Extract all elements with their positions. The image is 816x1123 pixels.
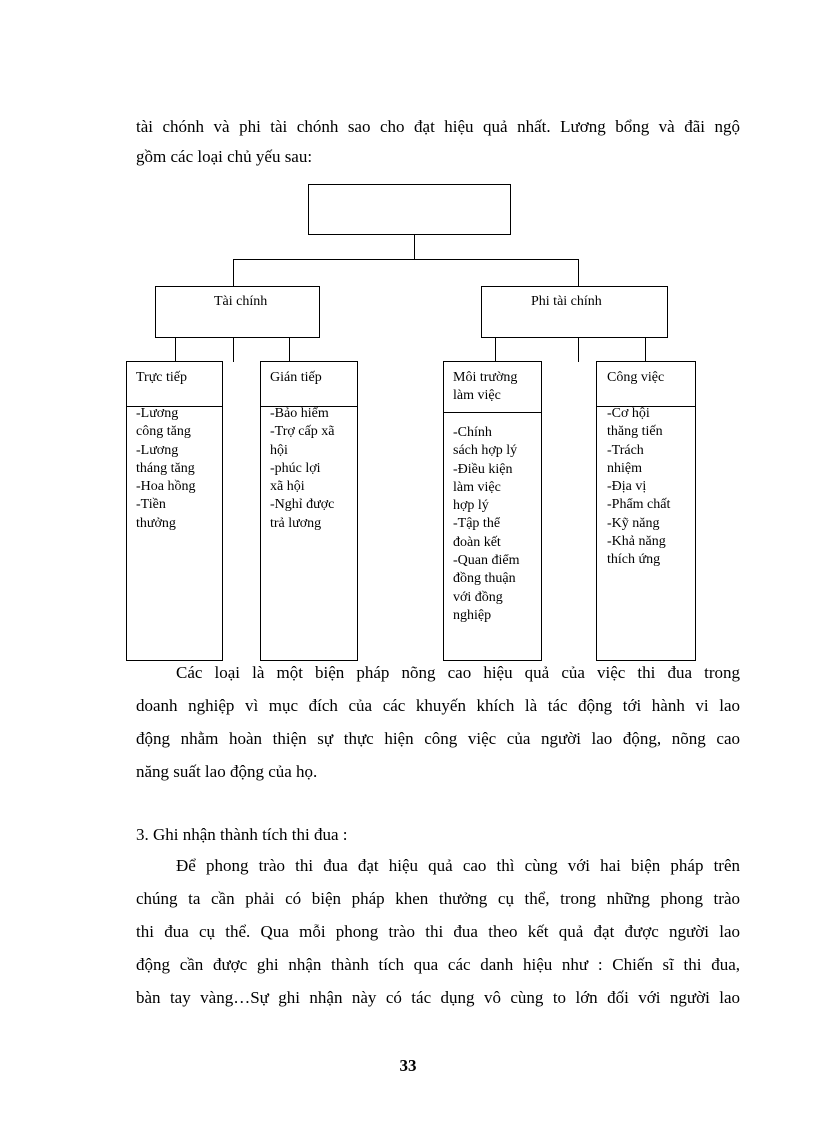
- list-item: hợp lý: [453, 498, 489, 514]
- leaf-box-direct: [126, 361, 223, 661]
- connector-horizontal: [233, 259, 579, 260]
- leaf-divider-environment: [444, 412, 541, 413]
- list-item: với đồng: [453, 589, 503, 605]
- leaf-title-work: Công việc: [607, 370, 665, 385]
- root-box: [308, 184, 511, 235]
- paragraph-line: động cần được ghi nhận thành tích qua các danh hiệu như : Chiến sĩ thi đua,: [136, 955, 740, 974]
- branch-box-financial: [155, 286, 320, 338]
- list-item: -phúc lợi: [270, 460, 321, 476]
- connector-to-work: [645, 338, 646, 362]
- list-item: -Phẩm chất: [607, 497, 671, 513]
- list-item: làm việc: [453, 479, 501, 495]
- branch-label-financial: Tài chính: [214, 294, 268, 309]
- list-item: -Tập thể: [453, 516, 501, 532]
- leaf-box-environment: [443, 361, 542, 661]
- leaf-title-indirect: Gián tiếp: [270, 370, 322, 385]
- connector-to-indirect: [289, 338, 290, 362]
- leaf-items-environment: [453, 424, 519, 625]
- connector-right-down: [578, 259, 579, 287]
- list-item: -Địa vị: [607, 479, 647, 495]
- list-item: -Chính: [453, 425, 492, 440]
- list-item: -Trách: [607, 442, 644, 458]
- list-item: xã hội: [270, 479, 305, 495]
- leaf-box-work: [596, 361, 696, 661]
- list-item: -Quan điểm: [453, 553, 520, 569]
- list-item: -Lương: [136, 406, 179, 421]
- paragraph-line: chúng ta cần phải có biện pháp khen thưởng cụ thể, trong những phong trào: [136, 889, 740, 908]
- section-heading: 3. Ghi nhận thành tích thi đua :: [136, 825, 348, 844]
- paragraph-line: Để phong trào thi đua đạt hiệu quả cao thì cùng với hai biện pháp trên: [176, 856, 740, 875]
- paragraph-line: động nhằm hoàn thiện sự thực hiện công việc của người lao động, nõng cao: [136, 729, 740, 748]
- list-item: thưởng: [136, 515, 176, 531]
- paragraph-line: thi đua cụ thể. Qua mỗi phong trào thi đua theo kết quả đạt được người lao: [136, 922, 740, 941]
- connector-left-down: [233, 259, 234, 287]
- list-item: -Hoa hồng: [136, 479, 196, 495]
- list-item: thăng tiến: [607, 424, 663, 440]
- list-item: -Lương: [136, 442, 179, 458]
- list-item: công tăng: [136, 424, 191, 440]
- branch-box-nonfinancial: [481, 286, 668, 338]
- leaf-title-line: làm việc: [453, 388, 501, 404]
- leaf-title-direct: Trực tiếp: [136, 370, 188, 385]
- leaf-items-indirect: [270, 405, 334, 533]
- list-item: -Khả năng: [607, 534, 666, 550]
- list-item: sách hợp lý: [453, 443, 518, 459]
- list-item: thích ứng: [607, 552, 661, 568]
- list-item: đoàn kết: [453, 534, 501, 550]
- list-item: trả lương: [270, 515, 322, 531]
- connector-to-direct: [175, 338, 176, 362]
- connector-to-environment: [495, 338, 496, 362]
- list-item: -Điều kiện: [453, 461, 513, 477]
- page-number: 33: [399, 1056, 417, 1075]
- list-item: nghiệp: [453, 607, 492, 623]
- list-item: nhiệm: [607, 460, 642, 476]
- list-item: -Kỹ năng: [607, 515, 660, 531]
- connector-nonfinancial-center: [578, 338, 579, 362]
- paragraph-line: doanh nghiệp vì mục đích của các khuyến khích là tác động tới hành vi lao: [136, 696, 740, 715]
- list-item: đồng thuận: [453, 571, 516, 587]
- paragraph-line: năng suất lao động của họ.: [136, 762, 318, 781]
- leaf-box-indirect: [260, 361, 358, 661]
- connector-root-down: [414, 235, 415, 260]
- branch-label-nonfinancial: Phi tài chính: [531, 294, 602, 309]
- leaf-items-work: [607, 405, 670, 570]
- paragraph-line: Các loại là một biện pháp nõng cao hiệu quả của việc thi đua trong: [176, 663, 740, 682]
- leaf-title-line: Môi trường: [453, 370, 518, 385]
- list-item: hội: [270, 442, 288, 458]
- leaf-title-environment: [453, 369, 517, 406]
- connector-financial-center: [233, 338, 234, 362]
- intro-line-2: gồm các loại chủ yếu sau:: [136, 147, 313, 166]
- list-item: -Cơ hội: [607, 406, 650, 421]
- list-item: -Trợ cấp xã: [270, 424, 335, 440]
- list-item: -Bảo hiểm: [270, 406, 329, 421]
- list-item: -Tiền: [136, 497, 166, 513]
- leaf-items-direct: [136, 405, 196, 533]
- list-item: -Nghỉ được: [270, 497, 335, 513]
- list-item: tháng tăng: [136, 460, 195, 476]
- paragraph-line: bàn tay vàng…Sự ghi nhận này có tác dụng vô cùng to lớn đối với người lao: [136, 988, 740, 1007]
- intro-line-1: tài chónh và phi tài chónh sao cho đạt hiệu quả nhất. Lương bổng và đãi ngộ: [136, 117, 740, 136]
